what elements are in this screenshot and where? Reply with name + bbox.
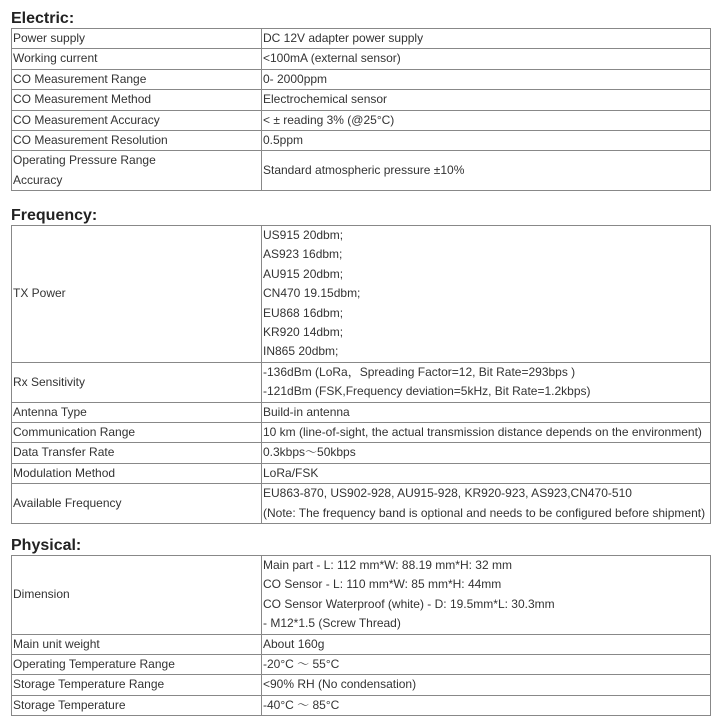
spec-table [11, 555, 711, 716]
spec-value-cell [262, 695, 711, 715]
spec-value-cell [262, 131, 711, 151]
spec-label: Operating Temperature Range [13, 657, 175, 672]
spec-value-cell [262, 484, 711, 524]
spec-value: LoRa/FSK [263, 465, 319, 480]
spec-value: -20°C ～ 55°C [263, 657, 340, 672]
spec-label: Main unit weight [13, 636, 100, 651]
spec-label: Rx Sensitivity [13, 374, 86, 389]
spec-label-cell [12, 110, 262, 130]
spec-table [11, 225, 711, 524]
table-row [12, 29, 711, 49]
table-row [12, 463, 711, 483]
spec-value-cell [262, 49, 711, 69]
spec-label: Working current [13, 51, 98, 66]
spec-value-cell [262, 402, 711, 422]
spec-value: Standard atmospheric pressure ±10% [263, 163, 465, 178]
table-row [12, 634, 711, 654]
spec-label-cell [12, 362, 262, 402]
spec-value-cell [262, 151, 711, 191]
spec-value: KR920 14dbm; [263, 325, 344, 340]
spec-value-cell [262, 634, 711, 654]
spec-value: <100mA (external sensor) [263, 51, 401, 66]
section-electric [11, 10, 711, 191]
spec-value: Main part - L: 112 mm*W: 88.19 mm*H: 32 mm [263, 558, 512, 572]
table-row [12, 655, 711, 675]
spec-label-cell [12, 29, 262, 49]
table-row [12, 151, 711, 191]
spec-value: < ± reading 3% (@25°C) [263, 112, 395, 127]
spec-value-cell [262, 556, 711, 635]
spec-label: Antenna Type [13, 404, 87, 419]
spec-value: -121dBm (FSK,Frequency deviation=5kHz, Bit Rate=1.2kbps) [263, 384, 591, 399]
spec-value-cell [262, 443, 711, 463]
spec-label: Communication Range [13, 425, 136, 440]
spec-value: -40°C ～ 85°C [263, 697, 340, 712]
section-title: Electric: [11, 10, 75, 27]
section-frequency [11, 207, 711, 524]
spec-label-cell [12, 484, 262, 524]
spec-value: (Note: The frequency band is optional and needs to be configured before shipment) [263, 505, 706, 520]
table-row [12, 675, 711, 695]
spec-label: Dimension [13, 587, 70, 602]
spec-value: Electrochemical sensor [263, 92, 388, 107]
table-row [12, 484, 711, 524]
spec-value-cell [262, 675, 711, 695]
spec-label: CO Measurement Range [13, 71, 147, 86]
spec-value-cell [262, 226, 711, 363]
spec-value: CO Sensor - L: 110 mm*W: 85 mm*H: 44mm [263, 577, 502, 592]
spec-label: TX Power [13, 286, 66, 301]
spec-value: AU915 20dbm; [263, 266, 344, 281]
spec-label: Modulation Method [13, 465, 116, 480]
spec-value: 0- 2000ppm [263, 71, 328, 86]
table-row [12, 226, 711, 363]
spec-value: Build-in antenna [263, 404, 350, 419]
spec-label: CO Measurement Resolution [13, 133, 168, 148]
spec-label-cell [12, 556, 262, 635]
spec-value: - M12*1.5 (Screw Thread) [263, 616, 401, 631]
section-title: Frequency: [11, 207, 98, 224]
spec-value-cell [262, 29, 711, 49]
spec-value: CN470 19.15dbm; [263, 286, 361, 301]
spec-value-cell [262, 69, 711, 89]
spec-label: Operating Pressure Range [13, 153, 156, 168]
table-row [12, 402, 711, 422]
spec-label-cell [12, 90, 262, 110]
spec-value-cell [262, 90, 711, 110]
spec-value: About 160g [263, 636, 325, 651]
spec-label-cell [12, 49, 262, 69]
section-title: Physical: [11, 537, 82, 554]
spec-label-cell [12, 69, 262, 89]
spec-value: -136dBm (LoRa，Spreading Factor=12, Bit Rate=293bps ) [263, 364, 576, 379]
section-physical [11, 537, 711, 716]
spec-value: IN865 20dbm; [263, 344, 339, 359]
spec-label-cell [12, 131, 262, 151]
spec-label: Storage Temperature Range [13, 677, 165, 692]
table-row [12, 69, 711, 89]
spec-value: CO Sensor Waterproof (white) - D: 19.5mm*L: 30.3mm [263, 596, 555, 611]
spec-label-cell [12, 695, 262, 715]
spec-label: Available Frequency [13, 495, 122, 510]
spec-value: AS923 16dbm; [263, 247, 343, 262]
spec-value: EU868 16dbm; [263, 305, 344, 320]
spec-value-cell [262, 463, 711, 483]
spec-label: Storage Temperature [13, 697, 126, 712]
spec-label: CO Measurement Method [13, 92, 152, 107]
table-row [12, 110, 711, 130]
spec-value-cell [262, 362, 711, 402]
spec-value: 10 km (line-of-sight, the actual transmission distance depends on the environment) [263, 425, 702, 440]
spec-value: US915 20dbm; [263, 228, 344, 242]
spec-label-cell [12, 634, 262, 654]
spec-value-cell [262, 110, 711, 130]
spec-value: 0.3kbps～50kbps [263, 445, 356, 460]
table-row [12, 423, 711, 443]
spec-value-cell [262, 423, 711, 443]
table-row [12, 131, 711, 151]
spec-value: EU863-870, US902-928, AU915-928, KR920-923, AS923,CN470-510 [263, 486, 632, 501]
spec-value: <90% RH (No condensation) [263, 677, 417, 692]
spec-value: 0.5ppm [263, 133, 304, 148]
table-row [12, 90, 711, 110]
spec-label: CO Measurement Accuracy [13, 112, 160, 127]
spec-label-cell [12, 151, 262, 191]
spec-label-cell [12, 443, 262, 463]
spec-label-cell [12, 226, 262, 363]
table-row [12, 49, 711, 69]
spec-value: DC 12V adapter power supply [263, 31, 424, 45]
spec-label: Accuracy [13, 172, 63, 187]
spec-table [11, 28, 711, 191]
spec-label-cell [12, 655, 262, 675]
spec-label-cell [12, 675, 262, 695]
spec-label: Data Transfer Rate [13, 445, 115, 460]
spec-value-cell [262, 655, 711, 675]
spec-label-cell [12, 423, 262, 443]
table-row [12, 362, 711, 402]
spec-label-cell [12, 463, 262, 483]
spec-label-cell [12, 402, 262, 422]
table-row [12, 443, 711, 463]
spec-label: Power supply [13, 31, 86, 45]
table-row [12, 695, 711, 715]
table-row [12, 556, 711, 635]
